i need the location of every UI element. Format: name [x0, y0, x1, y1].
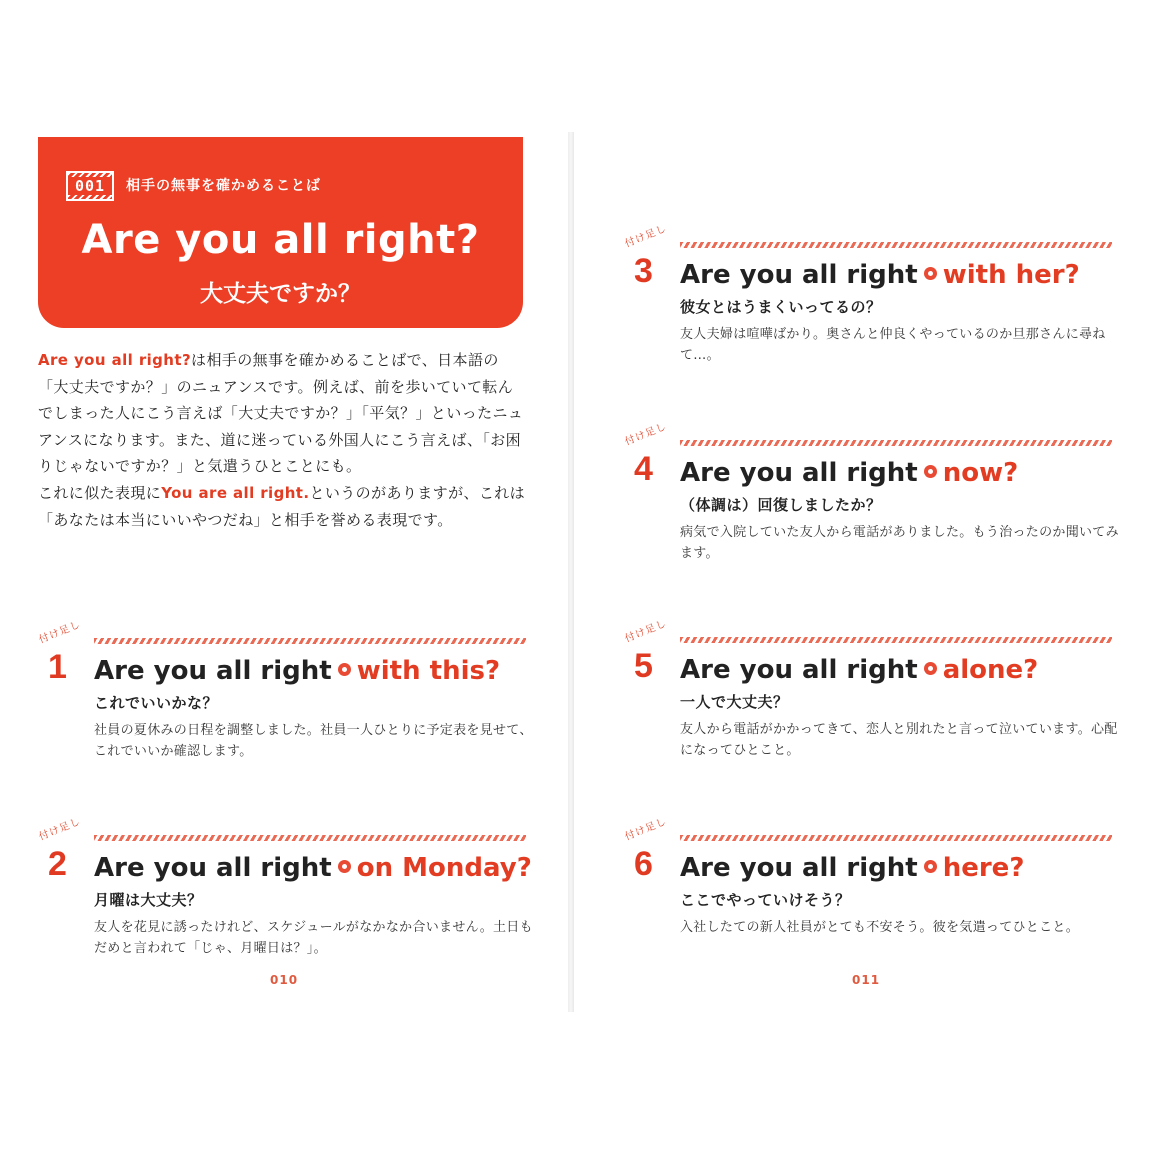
variation-item-6 [622, 816, 1122, 969]
variation-description: 友人から電話がかかってきて、恋人と別れたと言って泣いています。心配になってひとこと。 [680, 722, 1118, 758]
base-phrase: Are you all right [680, 853, 918, 883]
header-banner [38, 137, 523, 328]
addon-phrase: with this? [356, 656, 501, 686]
add-on-tag: 付け足し [623, 421, 669, 448]
base-phrase: Are you all right [94, 656, 332, 686]
variation-number: 2 [48, 845, 67, 883]
base-phrase: Are you all right [680, 260, 918, 290]
variation-phrase [680, 655, 1038, 685]
add-on-tag: 付け足し [623, 816, 669, 843]
addon-phrase: here? [942, 853, 1025, 883]
page-title-ja: 大丈夫ですか？ [200, 281, 361, 307]
add-on-tag: 付け足し [623, 223, 669, 250]
plus-dot-icon [924, 860, 937, 873]
intro-paragraph-1: は相手の無事を確かめることばで、日本語の「大丈夫ですか？」のニュアンスです。例えば、前を歩いていて転んでしまった人にこう言えば「大丈夫ですか？」「平気？」といったニュアンスになります。また、道に迷っている外国人にこう言えば、「お困りじゃないですか？」と気遣うひとことにも。 [38, 351, 524, 476]
book-spine [568, 132, 574, 1012]
intro-paragraph-2-lead: これに似た表現に [38, 483, 162, 502]
plus-dot-icon [924, 662, 937, 675]
add-on-tag: 付け足し [37, 619, 83, 646]
variation-description: 友人夫婦は喧嘩ばかり。奥さんと仲良くやっているのか旦那さんに尋ねて…。 [680, 327, 1106, 363]
variation-phrase [680, 458, 1018, 488]
variation-number: 3 [634, 252, 653, 290]
add-on-tag: 付け足し [623, 618, 669, 645]
variation-description: 友人を花見に誘ったけれど、スケジュールがなかなか合いません。土日もだめと言われて「じゃ、月曜日は？」。 [94, 920, 533, 956]
variation-item-2 [36, 816, 536, 969]
stripe-divider [680, 440, 1112, 446]
addon-phrase: alone? [942, 655, 1039, 685]
intro-similar-phrase: You are all right. [161, 483, 310, 502]
variation-item-5 [622, 618, 1122, 771]
variation-meaning: 一人で大丈夫？ [680, 693, 789, 711]
variation-phrase [94, 656, 500, 686]
variation-meaning: （体調は）回復しましたか？ [680, 496, 882, 514]
header-lead: 相手の無事を確かめることば [126, 178, 321, 194]
plus-dot-icon [924, 465, 937, 478]
variation-phrase [680, 853, 1024, 883]
variation-phrase [680, 260, 1080, 290]
add-on-tag: 付け足し [37, 816, 83, 843]
page-title: Are you all right? [81, 217, 480, 263]
base-phrase: Are you all right [680, 458, 918, 488]
base-phrase: Are you all right [680, 655, 918, 685]
variation-description: 社員の夏休みの日程を調整しました。社員一人ひとりに予定表を見せて、これでいいか確認します。 [94, 723, 533, 759]
variation-item-3 [622, 223, 1122, 376]
base-phrase: Are you all right [94, 853, 332, 883]
intro-text [38, 347, 528, 533]
variation-item-4 [622, 421, 1122, 574]
intro-paragraph-2: というのがありますが、これは「あなたは本当にいいやつだね」と相手を誉める表現です。 [38, 483, 526, 529]
variation-meaning: 月曜は大丈夫？ [94, 891, 203, 909]
addon-phrase: on Monday? [356, 853, 532, 883]
variation-number: 1 [48, 648, 67, 686]
addon-phrase: now? [942, 458, 1019, 488]
variation-meaning: 彼女とはうまくいってるの？ [680, 298, 882, 316]
entry-number-badge: 001 [66, 171, 114, 201]
stripe-divider [94, 835, 526, 841]
intro-phrase: Are you all right? [38, 351, 192, 369]
variation-phrase [94, 853, 532, 883]
variation-meaning: これでいいかな？ [94, 694, 219, 712]
stripe-divider [680, 835, 1112, 841]
variation-description: 病気で入院していた友人から電話がありました。もう治ったのか聞いてみます。 [680, 525, 1119, 561]
variation-number: 4 [634, 450, 653, 488]
plus-dot-icon [924, 267, 937, 280]
stripe-divider [680, 637, 1112, 643]
stripe-divider [680, 242, 1112, 248]
addon-phrase: with her? [942, 260, 1080, 290]
plus-dot-icon [338, 663, 351, 676]
variation-number: 6 [634, 845, 653, 883]
plus-dot-icon [338, 860, 351, 873]
variation-description: 入社したての新人社員がとても不安そう。彼を気遣ってひとこと。 [680, 920, 1080, 935]
page-number-right: 011 [852, 973, 881, 987]
stripe-divider [94, 638, 526, 644]
variation-meaning: ここでやっていけそう？ [680, 891, 851, 909]
variation-item-1 [36, 619, 536, 772]
variation-number: 5 [634, 647, 653, 685]
page-number-left: 010 [270, 973, 299, 987]
